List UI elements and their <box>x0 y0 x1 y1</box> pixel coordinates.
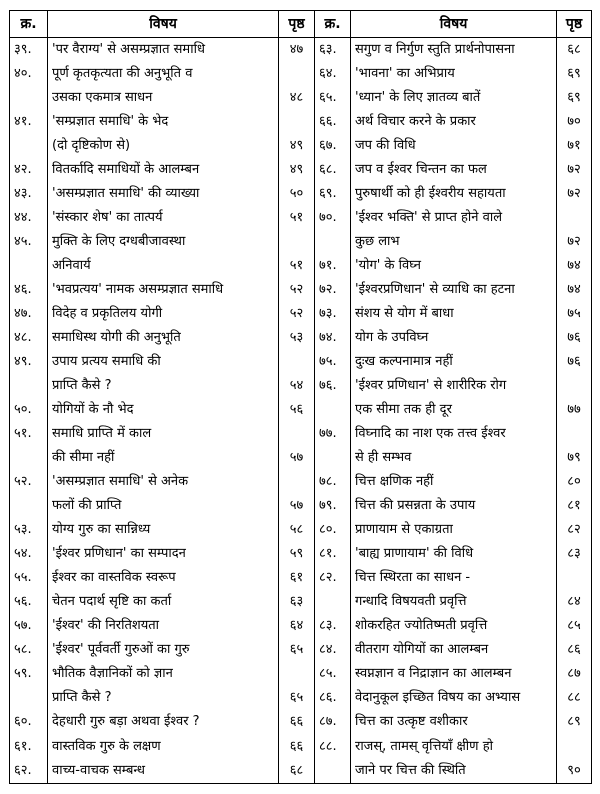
header-serial-right: क्र. <box>315 11 351 38</box>
left-serial: ६०. <box>10 710 48 734</box>
header-topic-right: विषय <box>351 11 557 38</box>
left-page <box>279 470 315 494</box>
right-serial <box>315 590 351 614</box>
table-row <box>10 158 592 182</box>
right-page: ८८ <box>557 686 592 710</box>
right-page: ७२ <box>557 182 592 206</box>
left-serial: ५८. <box>10 638 48 662</box>
right-topic: वेदानुकूल इच्छित विषय का अभ्यास <box>351 686 557 710</box>
right-topic: 'ईश्वरप्रणिधान' से व्याधि का हटना <box>351 278 557 302</box>
left-page <box>279 230 315 254</box>
left-serial: ५६. <box>10 590 48 614</box>
right-topic: संशय से योग में बाधा <box>351 302 557 326</box>
table-row <box>10 735 592 759</box>
right-serial <box>315 759 351 784</box>
left-topic: पूर्ण कृतकृत्यता की अनुभूति व <box>48 62 279 86</box>
header-topic-left: विषय <box>48 11 279 38</box>
right-serial: ७५. <box>315 350 351 374</box>
right-serial: ७८. <box>315 470 351 494</box>
left-topic: समाधि प्राप्ति में काल <box>48 422 279 446</box>
left-topic: 'संस्कार शेष' का तात्पर्य <box>48 206 279 230</box>
header-page-right: पृष्ठ <box>557 11 592 38</box>
right-page: ७६ <box>557 326 592 350</box>
left-page: ५२ <box>279 302 315 326</box>
table-row <box>10 278 592 302</box>
left-topic: प्राप्ति कैसे ? <box>48 686 279 710</box>
left-serial: ३९. <box>10 38 48 63</box>
left-topic: मुक्ति के लिए दग्धबीजावस्था <box>48 230 279 254</box>
right-serial: ८६. <box>315 686 351 710</box>
right-page: ८९ <box>557 710 592 734</box>
right-topic: प्राणायाम से एकाग्रता <box>351 518 557 542</box>
left-page: ५६ <box>279 398 315 422</box>
left-topic: वितर्कादि समाधियों के आलम्बन <box>48 158 279 182</box>
right-topic: कुछ लाभ <box>351 230 557 254</box>
right-serial: ७३. <box>315 302 351 326</box>
right-serial <box>315 446 351 470</box>
right-page <box>557 566 592 590</box>
left-serial: ५०. <box>10 398 48 422</box>
table-row <box>10 518 592 542</box>
table-row <box>10 759 592 784</box>
right-page: ७२ <box>557 158 592 182</box>
right-page: ८५ <box>557 614 592 638</box>
left-serial: ५९. <box>10 662 48 686</box>
left-serial: ६२. <box>10 759 48 784</box>
right-topic: जप की विधि <box>351 134 557 158</box>
left-topic: योगियों के नौ भेद <box>48 398 279 422</box>
right-serial: ८२. <box>315 566 351 590</box>
right-page: ६९ <box>557 62 592 86</box>
right-topic: से ही सम्भव <box>351 446 557 470</box>
right-page <box>557 422 592 446</box>
left-serial: ४२. <box>10 158 48 182</box>
table-row <box>10 230 592 254</box>
right-serial: ८१. <box>315 542 351 566</box>
left-serial <box>10 86 48 110</box>
left-topic: विदेह व प्रकृतिलय योगी <box>48 302 279 326</box>
left-page: ४७ <box>279 38 315 63</box>
left-serial: ४५. <box>10 230 48 254</box>
left-page: ६५ <box>279 686 315 710</box>
right-page: ७६ <box>557 350 592 374</box>
left-topic: फलों की प्राप्ति <box>48 494 279 518</box>
right-topic: 'ईश्वर भक्ति' से प्राप्त होने वाले <box>351 206 557 230</box>
right-serial: ८७. <box>315 710 351 734</box>
right-topic: योग के उपविघ्न <box>351 326 557 350</box>
right-topic: पुरुषार्थी को ही ईश्वरीय सहायता <box>351 182 557 206</box>
left-topic: समाधिस्थ योगी की अनुभूति <box>48 326 279 350</box>
right-page <box>557 206 592 230</box>
left-topic: अनिवार्य <box>48 254 279 278</box>
left-topic: योग्य गुरु का सान्निध्य <box>48 518 279 542</box>
right-serial: ७२. <box>315 278 351 302</box>
left-serial: ४४. <box>10 206 48 230</box>
left-page: ६३ <box>279 590 315 614</box>
left-page: ६८ <box>279 759 315 784</box>
left-serial: ५५. <box>10 566 48 590</box>
table-row <box>10 590 592 614</box>
table-row <box>10 374 592 398</box>
right-topic: जाने पर चित्त की स्थिति <box>351 759 557 784</box>
table-row <box>10 38 592 63</box>
left-topic: वाच्य-वाचक सम्बन्ध <box>48 759 279 784</box>
left-page: ६१ <box>279 566 315 590</box>
left-serial <box>10 134 48 158</box>
right-topic: शोकरहित ज्योतिष्मती प्रवृत्ति <box>351 614 557 638</box>
left-page: ४९ <box>279 158 315 182</box>
right-topic: अर्थ विचार करने के प्रकार <box>351 110 557 134</box>
right-page: ७२ <box>557 230 592 254</box>
left-page <box>279 62 315 86</box>
right-serial: ६४. <box>315 62 351 86</box>
left-topic: वास्तविक गुरु के लक्षण <box>48 735 279 759</box>
left-page <box>279 110 315 134</box>
left-serial: ६१. <box>10 735 48 759</box>
left-page: ५४ <box>279 374 315 398</box>
table-row <box>10 398 592 422</box>
right-serial: ७०. <box>315 206 351 230</box>
right-page: ८० <box>557 470 592 494</box>
right-page: ८४ <box>557 590 592 614</box>
table-row <box>10 614 592 638</box>
right-topic: 'बाह्य प्राणायाम' की विधि <box>351 542 557 566</box>
right-page: ७७ <box>557 398 592 422</box>
right-topic: राजस्, तामस् वृत्तियाँ क्षीण हो <box>351 735 557 759</box>
left-page <box>279 662 315 686</box>
right-page: ७९ <box>557 446 592 470</box>
left-serial: ५७. <box>10 614 48 638</box>
table-row <box>10 62 592 86</box>
right-topic: 'योग' के विघ्न <box>351 254 557 278</box>
left-topic: 'भवप्रत्यय' नामक असम्प्रज्ञात समाधि <box>48 278 279 302</box>
right-topic: गन्धादि विषयवती प्रवृत्ति <box>351 590 557 614</box>
right-page: ८१ <box>557 494 592 518</box>
right-serial: ८३. <box>315 614 351 638</box>
table-row <box>10 638 592 662</box>
left-topic: प्राप्ति कैसे ? <box>48 374 279 398</box>
left-topic: 'असम्प्रज्ञात समाधि' से अनेक <box>48 470 279 494</box>
left-topic: (दो दृष्टिकोण से) <box>48 134 279 158</box>
right-serial: ८८. <box>315 735 351 759</box>
right-serial <box>315 230 351 254</box>
left-topic: 'पर वैराग्य' से असम्प्रज्ञात समाधि <box>48 38 279 63</box>
left-serial <box>10 374 48 398</box>
table-row <box>10 326 592 350</box>
contents-table <box>9 10 592 784</box>
right-serial: ६७. <box>315 134 351 158</box>
left-serial: ४३. <box>10 182 48 206</box>
left-page: ६५ <box>279 638 315 662</box>
left-page: ६६ <box>279 735 315 759</box>
left-serial <box>10 446 48 470</box>
right-page: ८३ <box>557 542 592 566</box>
left-page: ५९ <box>279 542 315 566</box>
left-topic: 'ईश्वर प्रणिधान' का सम्पादन <box>48 542 279 566</box>
right-page: ७१ <box>557 134 592 158</box>
right-topic: विघ्नादि का नाश एक तत्त्व ईश्वर <box>351 422 557 446</box>
table-row <box>10 446 592 470</box>
left-page: ६६ <box>279 710 315 734</box>
right-serial: ६९. <box>315 182 351 206</box>
right-topic: चित्त की प्रसन्नता के उपाय <box>351 494 557 518</box>
table-row <box>10 542 592 566</box>
right-page: ७४ <box>557 278 592 302</box>
table-header <box>10 11 592 38</box>
left-page: ५३ <box>279 326 315 350</box>
left-page <box>279 422 315 446</box>
right-page: ६९ <box>557 86 592 110</box>
left-topic: ईश्वर का वास्तविक स्वरूप <box>48 566 279 590</box>
right-serial: ६३. <box>315 38 351 63</box>
right-topic: सगुण व निर्गुण स्तुति प्रार्थनोपासना <box>351 38 557 63</box>
right-topic: चित्त स्थिरता का साधन - <box>351 566 557 590</box>
left-topic: उपाय प्रत्यय समाधि की <box>48 350 279 374</box>
right-topic: 'ध्यान' के लिए ज्ञातव्य बातें <box>351 86 557 110</box>
table-row <box>10 422 592 446</box>
left-serial: ४०. <box>10 62 48 86</box>
right-page: ७५ <box>557 302 592 326</box>
left-serial: ५२. <box>10 470 48 494</box>
right-serial: ७९. <box>315 494 351 518</box>
table-row <box>10 470 592 494</box>
left-topic: की सीमा नहीं <box>48 446 279 470</box>
right-serial: ६५. <box>315 86 351 110</box>
left-serial: ४८. <box>10 326 48 350</box>
right-serial: ६६. <box>315 110 351 134</box>
left-topic: 'ईश्वर' की निरतिशयता <box>48 614 279 638</box>
right-topic: एक सीमा तक ही दूर <box>351 398 557 422</box>
left-topic: 'असम्प्रज्ञात समाधि' की व्याख्या <box>48 182 279 206</box>
left-page: ५८ <box>279 518 315 542</box>
right-topic: 'ईश्वर प्रणिधान' से शारीरिक रोग <box>351 374 557 398</box>
table-body <box>10 38 592 784</box>
right-serial: ८०. <box>315 518 351 542</box>
right-page: ६८ <box>557 38 592 63</box>
right-page: ७० <box>557 110 592 134</box>
table-row <box>10 86 592 110</box>
right-serial <box>315 398 351 422</box>
left-serial: ५१. <box>10 422 48 446</box>
left-page: ४९ <box>279 134 315 158</box>
right-topic: चित्त का उत्कृष्ट वशीकार <box>351 710 557 734</box>
left-topic: 'ईश्वर' पूर्ववर्ती गुरुओं का गुरु <box>48 638 279 662</box>
table-row <box>10 182 592 206</box>
right-topic: जप व ईश्वर चिन्तन का फल <box>351 158 557 182</box>
table-row <box>10 710 592 734</box>
right-topic: चित्त क्षणिक नहीं <box>351 470 557 494</box>
right-serial: ८५. <box>315 662 351 686</box>
left-page: ५७ <box>279 446 315 470</box>
left-page: ५७ <box>279 494 315 518</box>
table-row <box>10 566 592 590</box>
left-serial: ४९. <box>10 350 48 374</box>
right-page: ८२ <box>557 518 592 542</box>
table-row <box>10 662 592 686</box>
table-row <box>10 254 592 278</box>
right-serial: ७६. <box>315 374 351 398</box>
left-serial <box>10 494 48 518</box>
header-serial-left: क्र. <box>10 11 48 38</box>
left-topic: चेतन पदार्थ सृष्टि का कर्ता <box>48 590 279 614</box>
left-topic: देहधारी गुरु बड़ा अथवा ईश्वर ? <box>48 710 279 734</box>
right-topic: दुःख कल्पनामात्र नहीं <box>351 350 557 374</box>
right-topic: वीतराग योगियों का आलम्बन <box>351 638 557 662</box>
right-serial: ७७. <box>315 422 351 446</box>
left-page: ५१ <box>279 206 315 230</box>
table-row <box>10 686 592 710</box>
left-serial: ५३. <box>10 518 48 542</box>
right-page: ७४ <box>557 254 592 278</box>
table-row <box>10 350 592 374</box>
right-serial: ७१. <box>315 254 351 278</box>
right-serial: ६८. <box>315 158 351 182</box>
left-serial: ४७. <box>10 302 48 326</box>
left-page: ६४ <box>279 614 315 638</box>
left-serial: ४६. <box>10 278 48 302</box>
table-row <box>10 134 592 158</box>
left-topic: उसका एकमात्र साधन <box>48 86 279 110</box>
table-row <box>10 110 592 134</box>
left-topic: भौतिक वैज्ञानिकों को ज्ञान <box>48 662 279 686</box>
table-row <box>10 302 592 326</box>
header-page-left: पृष्ठ <box>279 11 315 38</box>
right-page: ९० <box>557 759 592 784</box>
left-serial <box>10 686 48 710</box>
left-serial: ४१. <box>10 110 48 134</box>
right-serial: ८४. <box>315 638 351 662</box>
left-serial: ५४. <box>10 542 48 566</box>
right-page: ८६ <box>557 638 592 662</box>
right-page: ८७ <box>557 662 592 686</box>
table-row <box>10 494 592 518</box>
left-topic: 'सम्प्रज्ञात समाधि' के भेद <box>48 110 279 134</box>
left-page: ५० <box>279 182 315 206</box>
right-page <box>557 735 592 759</box>
left-serial <box>10 254 48 278</box>
left-page <box>279 350 315 374</box>
left-page: ५२ <box>279 278 315 302</box>
left-page: ५१ <box>279 254 315 278</box>
table-row <box>10 206 592 230</box>
left-page: ४८ <box>279 86 315 110</box>
right-topic: 'भावना' का अभिप्राय <box>351 62 557 86</box>
right-page <box>557 374 592 398</box>
right-serial: ७४. <box>315 326 351 350</box>
right-topic: स्वप्नज्ञान व निद्राज्ञान का आलम्बन <box>351 662 557 686</box>
